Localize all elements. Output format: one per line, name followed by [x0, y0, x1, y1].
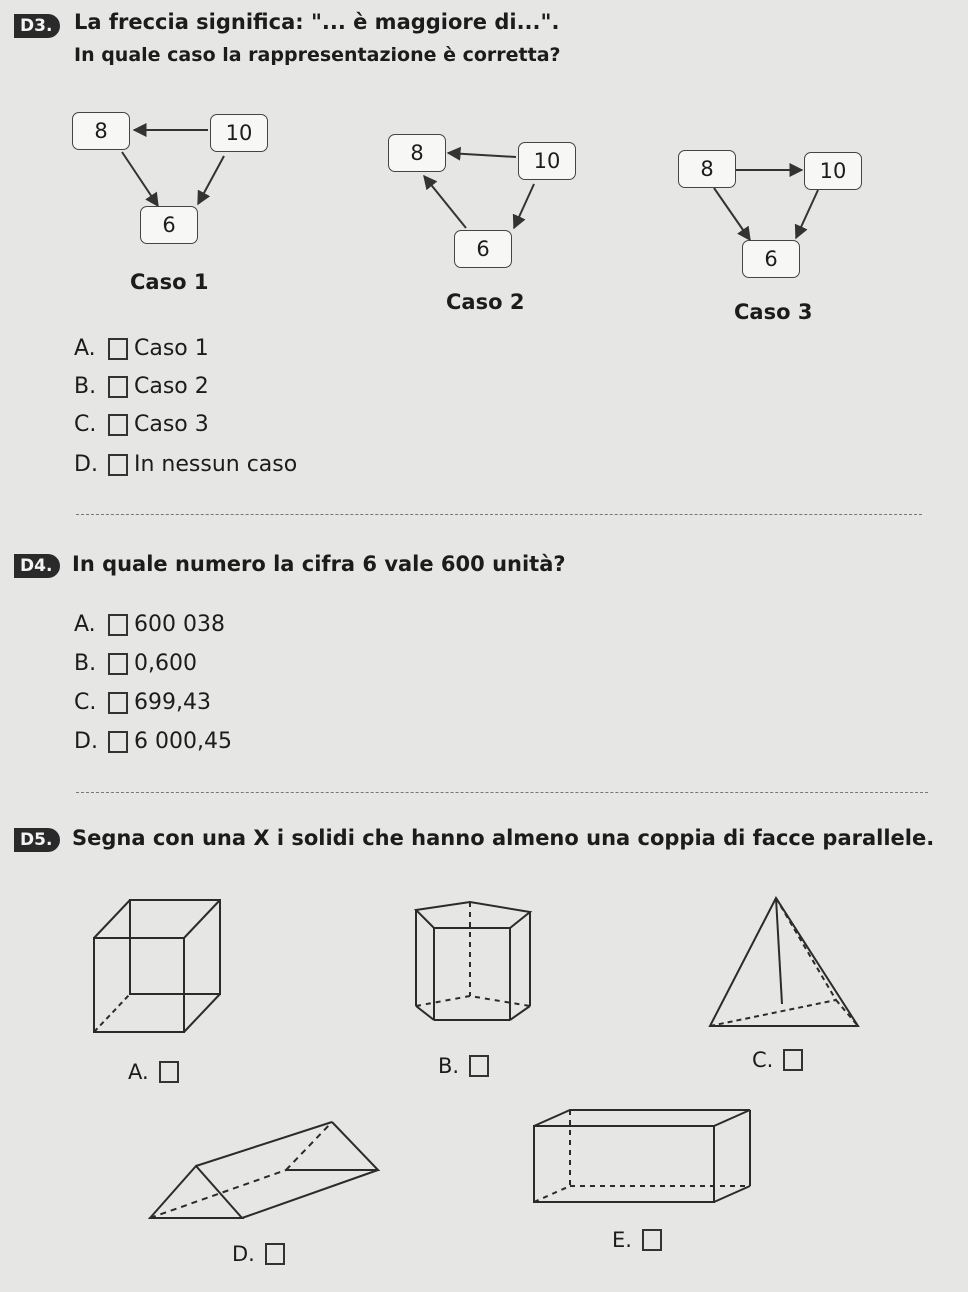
checkbox[interactable]: [265, 1243, 285, 1265]
case2-node-6: 6: [454, 230, 512, 268]
pyramid-icon: [710, 898, 858, 1026]
question-d5-text: Segna con una X i solidi che hanno almeno una coppia di facce parallele.: [72, 826, 935, 850]
d5-option-b[interactable]: [438, 1054, 495, 1078]
pentagonal-prism-icon: [416, 902, 530, 1020]
option-letter: E.: [612, 1228, 632, 1252]
case2-node-10: 10: [518, 142, 576, 180]
option-letter: A.: [74, 336, 96, 361]
option-text: In nessun caso: [134, 452, 298, 477]
option-letter: B.: [74, 374, 97, 399]
rectangular-prism-icon: [534, 1110, 750, 1202]
question-badge-d3: D3.: [14, 14, 60, 38]
d5-option-a[interactable]: [128, 1060, 185, 1084]
option-letter: A.: [128, 1060, 149, 1084]
question-badge-d4: D4.: [14, 554, 60, 578]
case1-node-10: 10: [210, 114, 268, 152]
case3-node-8: 8: [678, 150, 736, 188]
question-d3-text: La freccia significa: "... è maggiore di...".: [74, 10, 560, 34]
option-letter: C.: [752, 1048, 774, 1072]
case3-node-6: 6: [742, 240, 800, 278]
option-text: Caso 2: [134, 374, 209, 399]
option-letter: B.: [74, 651, 97, 676]
checkbox[interactable]: [159, 1061, 179, 1083]
question-d3-subtext: In quale caso la rappresentazione è corretta?: [74, 44, 561, 66]
option-text: 699,43: [134, 690, 211, 715]
case3-label: Caso 3: [734, 300, 813, 324]
checkbox[interactable]: [469, 1055, 489, 1077]
checkbox[interactable]: [642, 1229, 662, 1251]
question-badge-d5: D5.: [14, 828, 60, 852]
d5-option-e[interactable]: [612, 1228, 668, 1252]
option-letter: C.: [74, 690, 97, 715]
case1-label: Caso 1: [130, 270, 209, 294]
case2-label: Caso 2: [446, 290, 525, 314]
option-letter: D.: [74, 729, 98, 754]
option-letter: C.: [74, 412, 97, 437]
case3-node-10: 10: [804, 152, 862, 190]
case1-node-6: 6: [140, 206, 198, 244]
option-text: 600 038: [134, 612, 225, 637]
option-letter: B.: [438, 1054, 460, 1078]
d5-option-c[interactable]: [752, 1048, 809, 1072]
option-text: Caso 3: [134, 412, 209, 437]
d5-option-d[interactable]: [232, 1242, 291, 1266]
question-d4-text: In quale numero la cifra 6 vale 600 unità?: [72, 552, 566, 576]
case1-node-8: 8: [72, 112, 130, 150]
cube-icon: [94, 900, 220, 1032]
checkbox[interactable]: [783, 1049, 803, 1071]
option-letter: A.: [74, 612, 96, 637]
option-letter: D.: [232, 1242, 255, 1266]
option-letter: D.: [74, 452, 98, 477]
option-text: 0,600: [134, 651, 197, 676]
option-text: Caso 1: [134, 336, 209, 361]
triangular-prism-icon: [150, 1122, 378, 1218]
case2-node-8: 8: [388, 134, 446, 172]
option-text: 6 000,45: [134, 729, 232, 754]
